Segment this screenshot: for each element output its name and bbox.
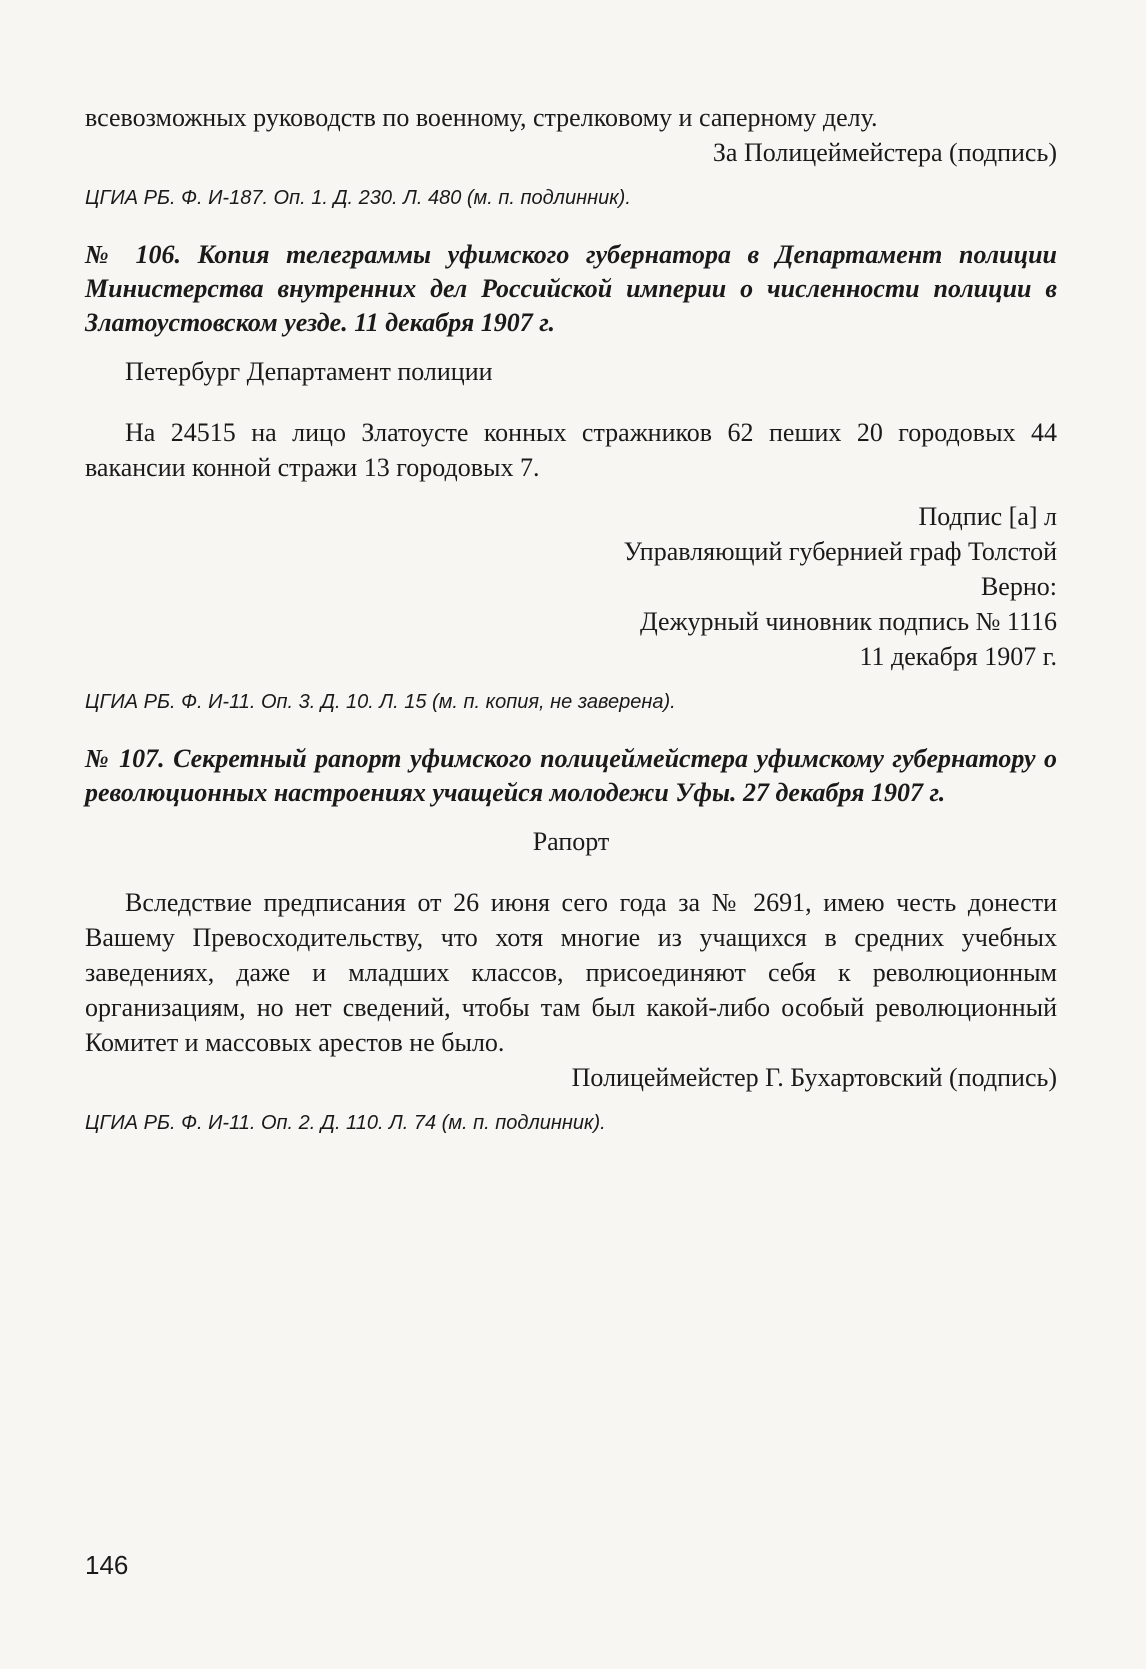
official-line: Дежурный чиновник подпись № 1116 xyxy=(640,607,1057,636)
archive-reference: ЦГИА РБ. Ф. И-11. Оп. 2. Д. 110. Л. 74 (м. п. подлинник). xyxy=(85,1112,606,1134)
signature-line: Полицеймейстер Г. Бухартовский (подпись) xyxy=(571,1063,1057,1092)
date-line: 11 декабря 1907 г. xyxy=(859,642,1057,671)
telegram-body: На 24515 на лицо Златоусте конных стражников 62 пеших 20 городовых 44 вакансии конной стражи 13 городовых 7. xyxy=(85,418,1057,482)
page-body xyxy=(85,100,1057,1137)
report-body: Вследствие предписания от 26 июня сего года за № 2691, имею честь донести Вашему Превосходительству, что хотя многие из учащихся в средних учебных заведениях, даже и младших классов, присоединяют себя к революционным организациям, но нет сведений, чтобы там был какой-либо особый революционный Комитет и массовых арестов не было. xyxy=(85,888,1057,1057)
signature-line: За Полицеймейстера (подпись) xyxy=(712,138,1057,167)
page-number: 146 xyxy=(85,1550,129,1580)
report-title: Рапорт xyxy=(532,827,610,856)
archive-reference: ЦГИА РБ. Ф. И-187. Оп. 1. Д. 230. Л. 480 (м. п. подлинник). xyxy=(85,187,631,209)
governor-line: Управляющий губернией граф Толстой xyxy=(623,537,1057,566)
signed-line: Подпис [а] л xyxy=(918,502,1057,531)
document-heading: № 106. Копия телеграммы уфимского губернатора в Департамент полиции Министерства внутренних дел Российской империи о численности полиции в Златоустовском уезде. 11 декабря 1907 г. xyxy=(85,240,1057,337)
archive-reference: ЦГИА РБ. Ф. И-11. Оп. 3. Д. 10. Л. 15 (м. п. копия, не заверена). xyxy=(85,691,676,713)
continuation-text: всевозможных руководств по военному, стрелковому и саперному делу. xyxy=(85,103,878,132)
certified-line: Верно: xyxy=(980,572,1057,601)
address-line: Петербург Департамент полиции xyxy=(125,357,493,386)
document-heading: № 107. Секретный рапорт уфимского полицеймейстера уфимскому губернатору о революционных настроениях учащейся молодежи Уфы. 27 декабря 1907 г. xyxy=(85,744,1057,807)
